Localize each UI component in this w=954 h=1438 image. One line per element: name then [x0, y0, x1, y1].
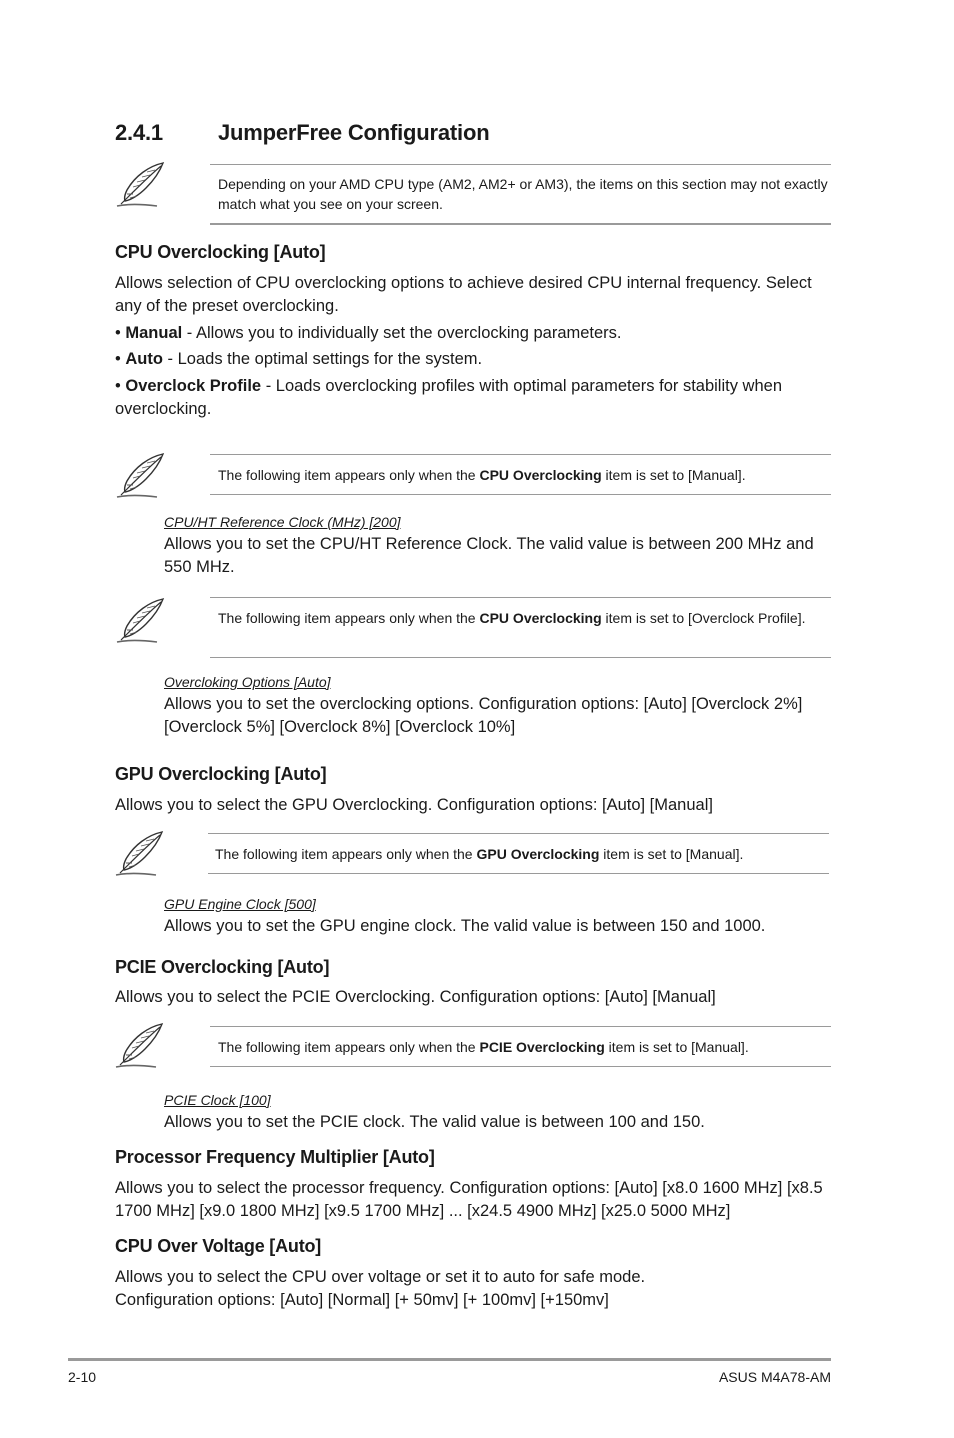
- note-text-post: item is set to [Manual].: [601, 467, 746, 483]
- note-rule-bottom: [210, 657, 831, 658]
- cpu-over-voltage-options: Configuration options: [Auto] [Normal] [+ 50mv] [+ 100mv] [+150mv]: [115, 1291, 609, 1309]
- bullet-manual: • Manual - Allows you to individually set the overclocking parameters.: [115, 324, 622, 342]
- feather-pen-icon: [113, 451, 169, 501]
- note-text-pre: The following item appears only when the: [218, 1039, 480, 1055]
- feather-pen-icon: [113, 160, 169, 210]
- note-text-bold: CPU Overclocking: [479, 467, 602, 483]
- cpu-over-voltage-heading: CPU Over Voltage [Auto]: [115, 1236, 322, 1256]
- note-text-pre: The following item appears only when the: [215, 846, 477, 862]
- note-rule-top: [210, 164, 831, 165]
- gpu-overclocking-heading: GPU Overclocking [Auto]: [115, 764, 327, 784]
- bullet-overclock-profile: • Overclock Profile - Loads overclocking profiles with optimal parameters for stability when overclocking.: [115, 377, 783, 418]
- feather-pen-icon: [113, 596, 169, 646]
- bullet-term: Overclock Profile: [125, 377, 262, 395]
- gpu-engine-clock-desc: Allows you to set the GPU engine clock. The valid value is between 150 and 1000.: [164, 917, 766, 935]
- note-text-post: item is set to [Manual].: [599, 846, 744, 862]
- note-rule-top: [210, 1026, 831, 1027]
- note-rule-top: [210, 597, 831, 598]
- bullet-auto: • Auto - Loads the optimal settings for the system.: [115, 350, 483, 368]
- pcie-overclocking-desc: Allows you to select the PCIE Overclocking. Configuration options: [Auto] [Manual]: [115, 988, 716, 1006]
- bullet-text: - Loads overclocking profiles with optimal parameters for stability when overclocking.: [115, 377, 783, 418]
- note-text-pre: The following item appears only when the: [218, 610, 480, 626]
- bullet-text: - Loads the optimal settings for the system.: [162, 350, 483, 368]
- product-name: ASUS M4A78-AM: [718, 1369, 831, 1385]
- section-number: 2.4.1: [115, 120, 163, 145]
- note-text: [218, 465, 830, 485]
- feather-pen-icon: [112, 1021, 168, 1071]
- page-number: 2-10: [68, 1369, 97, 1385]
- note-text-post: item is set to [Manual].: [604, 1039, 749, 1055]
- gpu-overclocking-desc: Allows you to select the GPU Overclocking. Configuration options: [Auto] [Manual]: [115, 796, 713, 814]
- pcie-clock-desc: Allows you to set the PCIE clock. The valid value is between 100 and 150.: [164, 1113, 705, 1131]
- bullet-term: Manual: [125, 324, 183, 342]
- cpu-overclocking-heading: CPU Overclocking [Auto]: [115, 242, 326, 262]
- footer-rule: [68, 1358, 831, 1361]
- note-text-bold: CPU Overclocking: [479, 610, 602, 626]
- bullet-term: Auto: [125, 350, 163, 368]
- note-rule-bottom: [210, 1066, 831, 1067]
- gpu-engine-clock-label: GPU Engine Clock [500]: [164, 896, 316, 912]
- note-text: [215, 844, 827, 864]
- note-text-post: item is set to [Overclock Profile].: [601, 610, 806, 626]
- pcie-clock-label: PCIE Clock [100]: [164, 1092, 271, 1108]
- note-text: [218, 608, 818, 628]
- note-text-bold: PCIE Overclocking: [479, 1039, 605, 1055]
- overclocking-options-label: Overcloking Options [Auto]: [164, 674, 331, 690]
- note-rule-bottom: [208, 873, 829, 874]
- pcie-overclocking-heading: PCIE Overclocking [Auto]: [115, 957, 330, 977]
- cpu-over-voltage-desc: Allows you to select the CPU over voltage or set it to auto for safe mode.: [115, 1268, 646, 1286]
- note-rule-top: [210, 454, 831, 455]
- note-rule-bottom: [210, 223, 831, 225]
- cpu-ht-ref-clock-desc: Allows you to set the CPU/HT Reference Clock. The valid value is between 200 MHz and 550 MHz.: [164, 535, 814, 576]
- cpu-overclocking-desc: Allows selection of CPU overclocking options to achieve desired CPU internal frequency. Select any of the preset overclocking.: [115, 274, 812, 315]
- processor-frequency-multiplier-heading: Processor Frequency Multiplier [Auto]: [115, 1147, 435, 1167]
- processor-frequency-multiplier-desc: Allows you to select the processor frequency. Configuration options: [Auto] [x8.0 1600 MHz] [x8.5 1700 MHz] [x9.0 1800 MHz] [x9.5 1700 MHz] ... [x24.5 4900 MHz] [x25.0 5000 MHz]: [115, 1179, 823, 1220]
- section-title: JumperFree Configuration: [218, 120, 490, 145]
- overclocking-options-desc: Allows you to set the overclocking options. Configuration options: [Auto] [Overclock 2%] [Overclock 5%] [Overclock 8%] [Overclock 10%]: [164, 695, 803, 736]
- bullet-text: - Allows you to individually set the overclocking parameters.: [182, 324, 622, 342]
- note-text-pre: The following item appears only when the: [218, 467, 480, 483]
- cpu-ht-ref-clock-label: CPU/HT Reference Clock (MHz) [200]: [164, 514, 401, 530]
- note-rule-bottom: [210, 494, 831, 495]
- note-text-bold: GPU Overclocking: [476, 846, 600, 862]
- note-rule-top: [208, 833, 829, 834]
- feather-pen-icon: [112, 829, 168, 879]
- note-text: Depending on your AMD CPU type (AM2, AM2+ or AM3), the items on this section may not exactly match what you see on your screen.: [218, 176, 828, 212]
- note-text: [218, 1037, 830, 1057]
